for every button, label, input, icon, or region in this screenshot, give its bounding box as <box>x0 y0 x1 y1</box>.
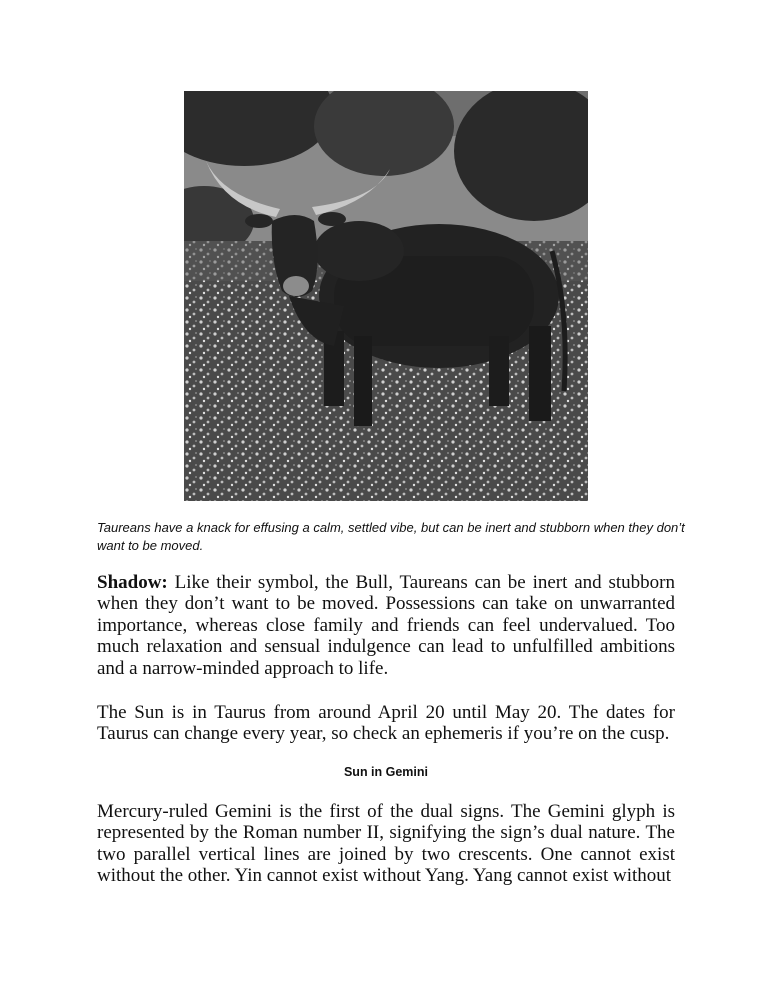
dates-paragraph: The Sun is in Taurus from around April 20 until May 20. The dates for Taurus can change every year, so check an ephemeris if you’re on the cusp. <box>97 702 675 745</box>
shadow-text: Like their symbol, the Bull, Taureans can be inert and stubborn when they don’t want to be moved. Possessions can take on unwarranted importance, whereas close family and friends can feel undervalued. Too much relaxation and sensual indulgence can lead to unfulfilled ambitions and a narrow-minded approach to life. <box>97 572 675 679</box>
figure-caption: Taureans have a knack for effusing a calm, settled vibe, but can be inert and stubborn when they don’t want to be moved. <box>97 520 685 553</box>
shadow-paragraph <box>97 572 675 679</box>
gemini-paragraph: Mercury-ruled Gemini is the first of the dual signs. The Gemini glyph is represented by the Roman number II, signifying the sign’s dual nature. The two parallel vertical lines are joined by two crescents. One cannot exist without the other. Yin cannot exist without Yang. Yang cannot exist without <box>97 801 675 887</box>
section-heading: Sun in Gemini <box>343 765 429 779</box>
shadow-lead: Shadow: <box>97 572 168 593</box>
bull-photo <box>184 91 588 501</box>
